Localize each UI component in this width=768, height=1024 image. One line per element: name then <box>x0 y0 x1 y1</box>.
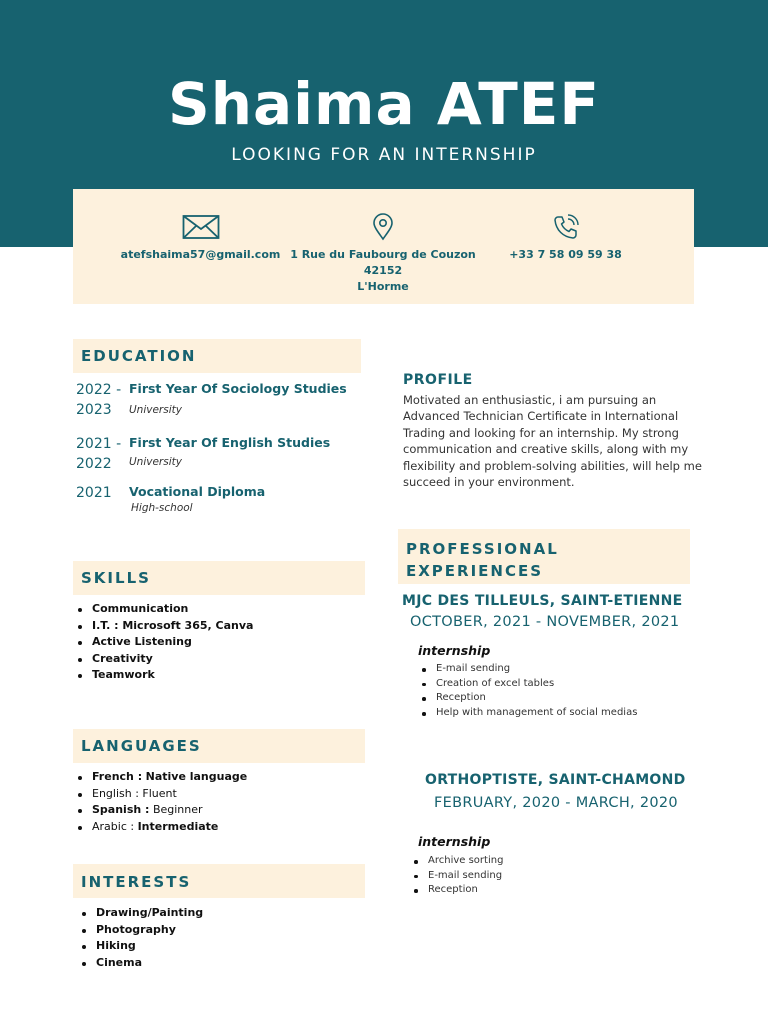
interests-heading: INTERESTS <box>81 873 192 891</box>
address-line-1: 1 Rue du Faubourg de Couzon <box>290 248 476 261</box>
education-title: First Year Of English Studies <box>129 435 331 450</box>
list-item: Creation of excel tables <box>420 677 637 692</box>
list-item: Drawing/Painting <box>80 905 203 922</box>
list-item: English : Fluent <box>76 786 247 803</box>
education-heading: EDUCATION <box>81 347 197 365</box>
list-item: Cinema <box>80 955 203 972</box>
address-line-2: 42152 <box>363 264 403 277</box>
languages-list <box>76 769 247 835</box>
list-item: E-mail sending <box>420 662 637 677</box>
list-item: I.T. : Microsoft 365, Canva <box>76 618 253 635</box>
job-dates: OCTOBER, 2021 - NOVEMBER, 2021 <box>410 614 680 630</box>
list-item: Reception <box>412 883 503 898</box>
address-line-3: L'Horme <box>357 280 409 293</box>
contact-box <box>73 189 694 304</box>
job-tasks <box>420 662 637 721</box>
job-dates: FEBRUARY, 2020 - MARCH, 2020 <box>434 795 678 811</box>
list-item: Archive sorting <box>412 854 503 869</box>
job-company: ORTHOPTISTE, SAINT-CHAMOND <box>425 772 686 788</box>
skills-heading-band <box>73 561 365 595</box>
list-item: Creativity <box>76 651 253 668</box>
contact-email <box>118 213 283 263</box>
skills-heading: SKILLS <box>81 569 151 587</box>
languages-heading: LANGUAGES <box>81 737 202 755</box>
profile-heading: PROFILE <box>403 372 473 388</box>
skills-list <box>76 601 253 684</box>
education-institution: University <box>129 404 182 416</box>
education-heading-band <box>73 339 361 373</box>
list-item: Spanish : Beginner <box>76 802 247 819</box>
contact-phone <box>493 213 638 263</box>
education-institution: University <box>129 456 182 468</box>
envelope-icon <box>182 213 220 241</box>
contact-address <box>288 213 478 295</box>
phone-icon <box>552 213 580 241</box>
education-title: First Year Of Sociology Studies <box>129 381 347 396</box>
education-year: 2021 <box>76 485 112 501</box>
list-item: French : Native language <box>76 769 247 786</box>
location-pin-icon <box>372 213 394 241</box>
job-tasks <box>412 854 503 898</box>
education-institution: High-school <box>131 502 193 514</box>
phone-text[interactable]: +33 7 58 09 59 38 <box>509 248 622 261</box>
job-role: internship <box>418 834 491 849</box>
candidate-subtitle: LOOKING FOR AN INTERNSHIP <box>231 145 537 165</box>
education-year: 2021 - 2022 <box>76 436 122 472</box>
candidate-name: Shaima ATEF <box>167 70 601 138</box>
list-item: Hiking <box>80 938 203 955</box>
experience-heading-band <box>398 529 690 584</box>
profile-text: Motivated an enthusiastic, i am pursuing an Advanced Technician Certificate in International Trading and looking for an internship. My strong communication and creative skills, along with my flexibility and problem-solving abilities, will help me succeed in your environment. <box>403 393 702 490</box>
list-item: Photography <box>80 922 203 939</box>
job-company: MJC DES TILLEULS, SAINT-ETIENNE <box>402 593 683 609</box>
email-text[interactable]: atefshaima57@gmail.com <box>120 248 281 261</box>
education-year: 2022 - 2023 <box>76 382 122 418</box>
languages-heading-band <box>73 729 365 763</box>
interests-heading-band <box>73 864 365 898</box>
experience-heading: PROFESSIONAL EXPERIENCES <box>406 540 559 580</box>
list-item: E-mail sending <box>412 869 503 884</box>
list-item: Active Listening <box>76 634 253 651</box>
job-role: internship <box>418 643 491 658</box>
list-item: Teamwork <box>76 667 253 684</box>
education-title: Vocational Diploma <box>129 484 266 499</box>
interests-list <box>80 905 203 971</box>
list-item: Communication <box>76 601 253 618</box>
list-item: Arabic : Intermediate <box>76 819 247 836</box>
list-item: Help with management of social medias <box>420 706 637 721</box>
list-item: Reception <box>420 691 637 706</box>
